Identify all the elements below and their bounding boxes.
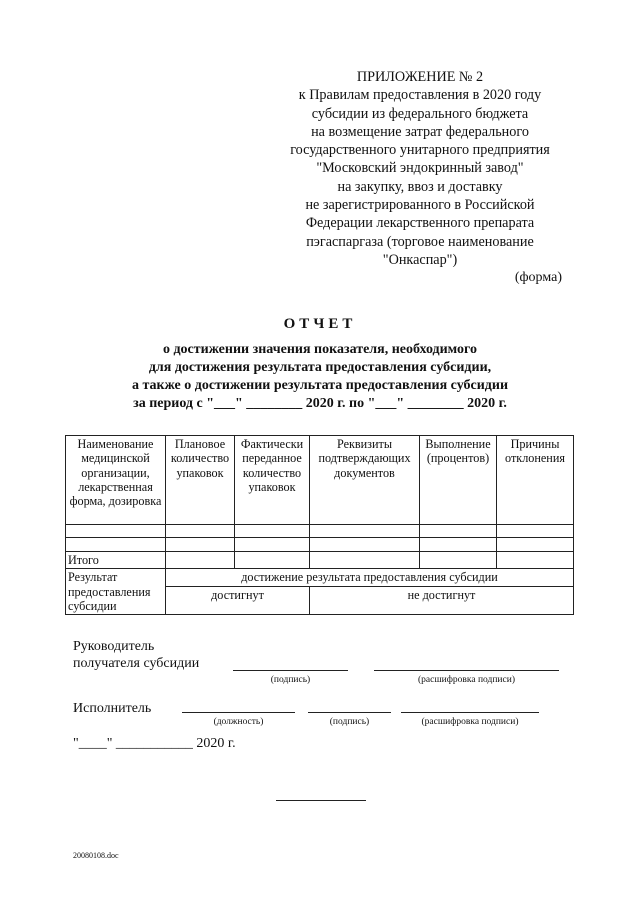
result-header: достижение результата предоставления субсидии [166, 569, 574, 587]
executor-decoding-line [401, 712, 539, 713]
appendix-line: "Московский эндокринный завод" [316, 160, 524, 177]
table-header-row [66, 436, 574, 525]
appendix-line: субсидии из федерального бюджета [311, 105, 529, 122]
table-cell [235, 525, 310, 538]
table-cell [497, 525, 574, 538]
table-cell [497, 538, 574, 552]
subtitle-line: за период с "___" ________ 2020 г. по "___" ________ 2020 г. [133, 396, 507, 411]
header-cell-planned: Плановое количество упаковок [166, 436, 235, 525]
head-decoding-line [374, 670, 559, 671]
separator-line [276, 800, 366, 801]
table-row [66, 525, 574, 538]
report-title: ОТЧЕТ [283, 316, 357, 332]
appendix-line: Федерации лекарственного препарата [305, 215, 535, 232]
executor-position-caption: (должность) [213, 717, 264, 727]
table-cell [66, 538, 166, 552]
table-cell [235, 552, 310, 569]
appendix-line: "Онкаспар") [382, 251, 458, 268]
report-table [65, 435, 574, 615]
appendix-line: ПРИЛОЖЕНИЕ № 2 [356, 69, 484, 85]
result-not-achieved: не достигнут [310, 587, 574, 615]
table-cell [420, 538, 497, 552]
header-cell-reasons: Причины отклонения [497, 436, 574, 525]
executor-signature-line [308, 712, 391, 713]
executor-position-line [182, 712, 295, 713]
table-cell [235, 538, 310, 552]
table-total-row [66, 552, 574, 569]
form-label: (форма) [514, 270, 562, 285]
table-result-row [66, 569, 574, 587]
appendix-line: на закупку, ввоз и доставку [337, 178, 503, 195]
head-signature-caption: (подпись) [270, 675, 311, 685]
executor-label: Исполнитель [73, 701, 152, 716]
table-cell [166, 538, 235, 552]
subtitle-line: для достижения результата предоставления субсидии, [148, 360, 492, 375]
table-cell [310, 552, 420, 569]
executor-signature-caption: (подпись) [329, 717, 370, 727]
table-cell [420, 552, 497, 569]
appendix-block [270, 68, 570, 269]
result-achieved: достигнут [166, 587, 310, 615]
head-signature-line [233, 670, 348, 671]
report-subtitle [0, 341, 640, 413]
header-cell-completion: Выполнение (процентов) [420, 436, 497, 525]
table-cell [420, 525, 497, 538]
table-cell [166, 525, 235, 538]
subtitle-line: о достижении значения показателя, необходимого [162, 342, 478, 357]
head-label-line: получателя субсидии [73, 656, 200, 671]
total-label: Итого [66, 552, 166, 569]
table-cell [310, 538, 420, 552]
head-label-line: Руководитель [73, 639, 155, 654]
table-row [66, 538, 574, 552]
table-cell [66, 525, 166, 538]
executor-decoding-caption: (расшифровка подписи) [421, 717, 519, 727]
table-cell [497, 552, 574, 569]
table-cell [310, 525, 420, 538]
appendix-line: пэгаспаргаза (торговое наименование [306, 233, 534, 250]
table-cell [166, 552, 235, 569]
result-label: Результат предоставления субсидии [66, 569, 166, 615]
footer-filename: 20080108.doc [73, 851, 119, 860]
header-cell-actual: Фактически переданное количество упаковок [235, 436, 310, 525]
header-cell-organization: Наименование медицинской организации, лекарственная форма, дозировка [66, 436, 166, 525]
date-line: "____" ___________ 2020 г. [73, 736, 236, 751]
appendix-line: не зарегистрированного в Российской [305, 197, 535, 214]
appendix-line: государственного унитарного предприятия [290, 142, 550, 159]
header-cell-documents: Реквизиты подтверждающих документов [310, 436, 420, 525]
head-label [73, 638, 199, 672]
head-decoding-caption: (расшифровка подписи) [418, 675, 515, 685]
subtitle-line: а также о достижении результата предоставления субсидии [131, 378, 509, 393]
appendix-line: к Правилам предоставления в 2020 году [298, 87, 542, 104]
appendix-line: на возмещение затрат федерального [311, 123, 529, 140]
